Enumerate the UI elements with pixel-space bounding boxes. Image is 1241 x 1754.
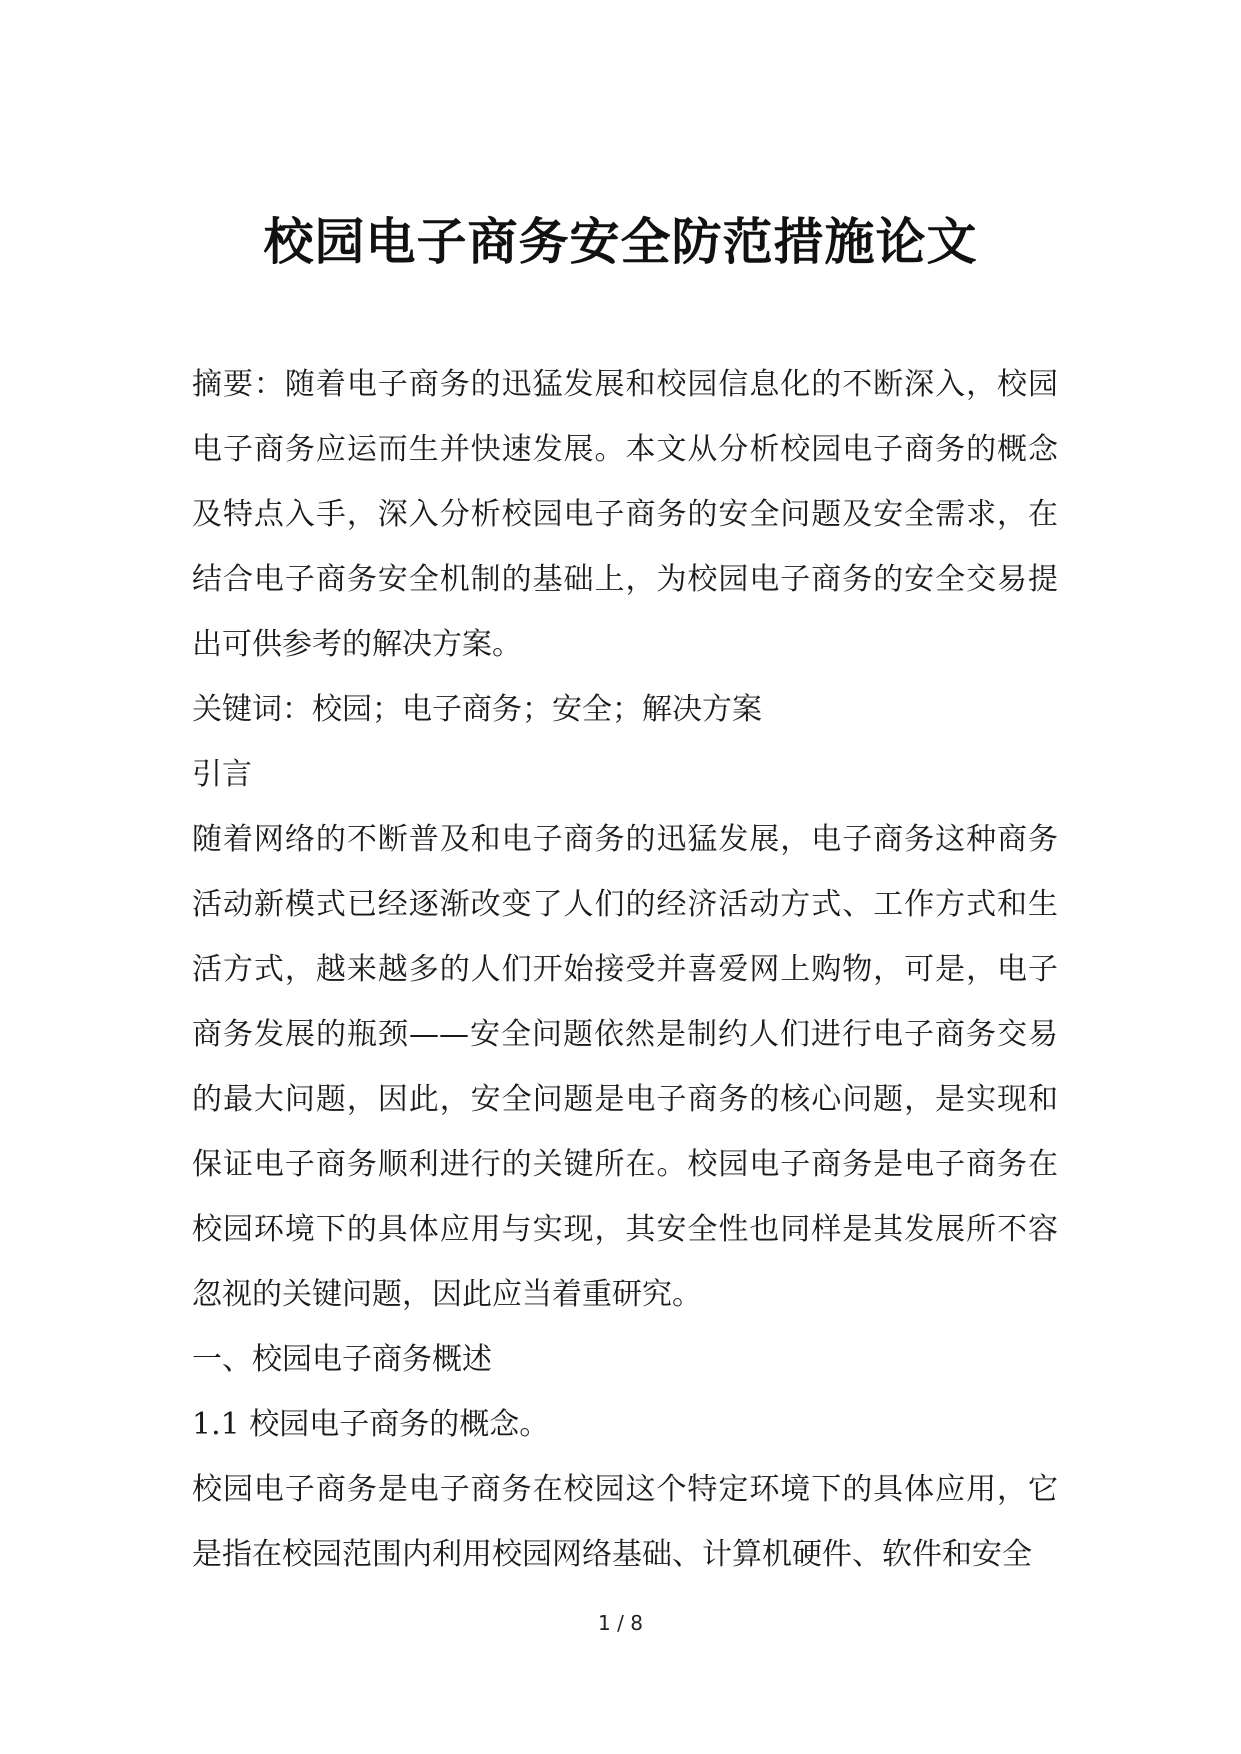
introduction-paragraph: 随着网络的不断普及和电子商务的迅猛发展，电子商务这种商务活动新模式已经逐渐改变了人们的经济活动方式、工作方式和生活方式，越来越多的人们开始接受并喜爱网上购物，可是，电子商务发展的瓶颈——安全问题依然是制约人们进行电子商务交易的最大问题，因此，安全问题是电子商务的核心问题，是实现和保证电子商务顺利进行的关键所在。校园电子商务是电子商务在校园环境下的具体应用与实现，其安全性也同样是其发展所不容忽视的关键问题，因此应当着重研究。 [192, 822, 1058, 1312]
document-title: 校园电子商务安全防范措施论文 [263, 213, 978, 271]
keywords-paragraph: 关键词：校园；电子商务；安全；解决方案 [192, 692, 762, 727]
document-body [192, 352, 1058, 1587]
subsection-heading-concept: 1.1 校园电子商务的概念。 [192, 1407, 550, 1442]
abstract-paragraph: 摘要：随着电子商务的迅猛发展和校园信息化的不断深入，校园电子商务应运而生并快速发展。本文从分析校园电子商务的概念及特点入手，深入分析校园电子商务的安全问题及安全需求，在结合电子商务安全机制的基础上，为校园电子商务的安全交易提出可供参考的解决方案。 [192, 367, 1058, 662]
page-number: 1 / 8 [598, 1611, 643, 1635]
section-heading-overview: 一、校园电子商务概述 [192, 1342, 492, 1377]
concept-paragraph: 校园电子商务是电子商务在校园这个特定环境下的具体应用，它是指在校园范围内利用校园网络基础、计算机硬件、软件和安全 [192, 1472, 1058, 1572]
section-heading-introduction: 引言 [192, 757, 252, 792]
